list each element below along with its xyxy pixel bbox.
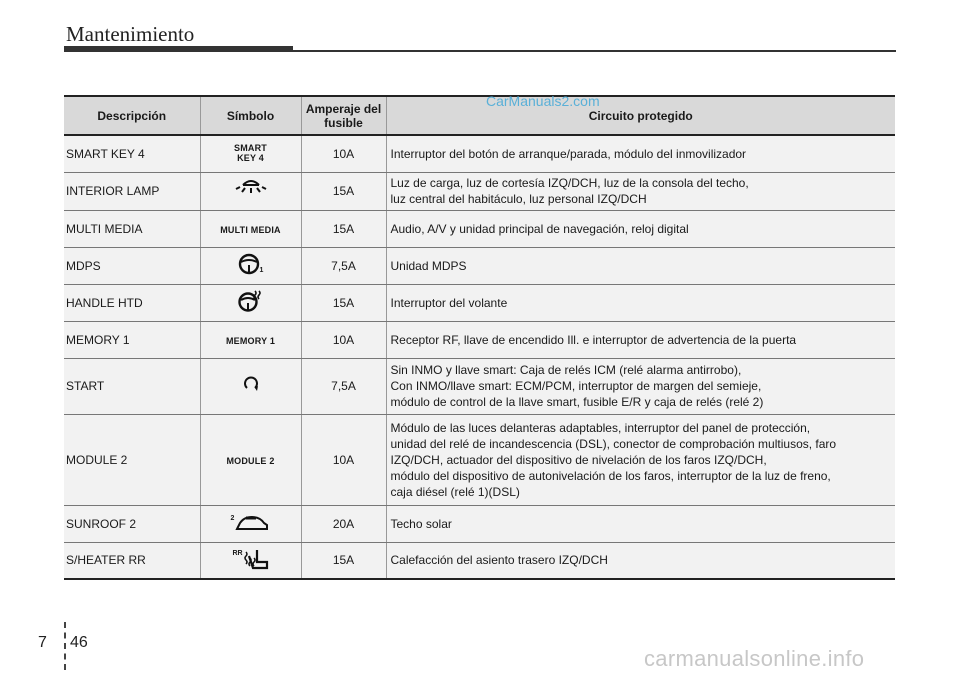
symbol-label-line: MULTI MEDIA [220, 224, 281, 235]
symbol-label-line: MODULE 2 [226, 455, 275, 466]
circuit-line: Con INMO/llave smart: ECM/PCM, interruptor de margen del semieje, [390, 379, 762, 393]
header-rule-thick [64, 46, 293, 52]
watermark-top: CarManuals2.com [486, 93, 600, 109]
circuit-line: luz central del habitáculo, luz personal IZQ/DCH [390, 192, 647, 206]
fuse-circuit [386, 210, 895, 247]
fuse-amperage: 10A [301, 414, 386, 505]
header-rule-thin [293, 50, 896, 52]
fuse-circuit [386, 542, 895, 579]
table-row [64, 247, 895, 284]
fuse-symbol [200, 284, 301, 321]
fuse-amperage: 15A [301, 172, 386, 210]
fuse-amperage: 15A [301, 210, 386, 247]
table-row [64, 542, 895, 579]
fuse-description: MEMORY 1 [64, 321, 200, 358]
fuse-circuit [386, 358, 895, 414]
fuse-amperage: 15A [301, 542, 386, 579]
icon-label: RR [232, 550, 243, 558]
fuse-circuit [386, 414, 895, 505]
page-number: 46 [70, 634, 88, 651]
header-description: Descripción [64, 96, 200, 135]
symbol-label [220, 225, 281, 235]
fuse-description: START [64, 358, 200, 414]
table-row [64, 358, 895, 414]
interior-lamp-icon [235, 179, 267, 203]
fuse-description: MULTI MEDIA [64, 210, 200, 247]
fuse-symbol [200, 172, 301, 210]
symbol-label [234, 143, 267, 163]
header-circuit: Circuito protegido [386, 96, 895, 135]
fuse-symbol [200, 505, 301, 542]
page-title: Mantenimiento [66, 22, 195, 46]
circuit-line: Techo solar [390, 516, 452, 531]
fuse-circuit [386, 247, 895, 284]
table-header-row [64, 96, 895, 135]
symbol-label-line: KEY 4 [237, 152, 264, 163]
table-row [64, 284, 895, 321]
fuse-symbol [200, 247, 301, 284]
circuit-line: módulo de control de la llave smart, fusible E/R y caja de relés (relé 2) [390, 395, 764, 409]
circuit-line: Luz de carga, luz de cortesía IZQ/DCH, luz de la consola del techo, [390, 176, 749, 190]
circuit-line: caja diésel (relé 1)(DSL) [390, 484, 520, 499]
circuit-line: Calefacción del asiento trasero IZQ/DCH [390, 553, 608, 568]
circuit-line: Módulo de las luces delanteras adaptables, interruptor del panel de protección, [390, 420, 811, 435]
circuit-line: Sin INMO y llave smart: Caja de relés ICM (relé alarma antirrobo), [390, 363, 742, 377]
watermark-bottom: carmanualsonline.info [644, 646, 865, 671]
symbol-label [226, 336, 275, 346]
icon-label: 2 [230, 514, 235, 522]
circuit-line: Unidad MDPS [390, 258, 467, 273]
steering-wheel-1-icon [238, 253, 264, 279]
circuit-line: Receptor RF, llave de encendido Ill. e interruptor de advertencia de la puerta [390, 332, 797, 347]
chapter-number: 7 [38, 634, 47, 651]
fuse-symbol [200, 542, 301, 579]
rear-seat-heater-icon [232, 546, 268, 574]
circuit-line: Interruptor del botón de arranque/parada, módulo del inmovilizador [390, 146, 747, 161]
header-amperage-line2: fusible [324, 115, 363, 130]
fuse-description: MODULE 2 [64, 414, 200, 505]
heated-steering-wheel-icon [238, 289, 264, 317]
fuse-amperage: 10A [301, 321, 386, 358]
table-row [64, 135, 895, 172]
fuse-description: MDPS [64, 247, 200, 284]
header-amperage [301, 96, 386, 135]
fuse-symbol [200, 135, 301, 172]
fuse-symbol [200, 321, 301, 358]
fuse-circuit [386, 505, 895, 542]
fuse-table [64, 95, 895, 580]
circuit-line: Interruptor del volante [390, 295, 508, 310]
fuse-description: SUNROOF 2 [64, 505, 200, 542]
table-row [64, 414, 895, 505]
fuse-amperage: 7,5A [301, 358, 386, 414]
circuit-line: Audio, A/V y unidad principal de navegación, reloj digital [390, 221, 689, 236]
fuse-amperage: 20A [301, 505, 386, 542]
fuse-circuit [386, 135, 895, 172]
circuit-line: módulo del dispositivo de autonivelación de los faros, interruptor de la luz de freno, [390, 468, 831, 483]
fuse-amperage: 10A [301, 135, 386, 172]
circuit-line: unidad del relé de incandescencia (DSL), conector de comprobación multiusos, faro [390, 436, 837, 451]
symbol-label-line: SMART [234, 142, 267, 153]
sunroof-2-icon [231, 511, 271, 537]
fuse-circuit [386, 321, 895, 358]
footer-divider [64, 622, 66, 670]
fuse-amperage: 15A [301, 284, 386, 321]
start-arrow-icon [241, 374, 261, 398]
fuse-circuit [386, 172, 895, 210]
fuse-description: HANDLE HTD [64, 284, 200, 321]
header-amperage-line1: Amperaje del [305, 101, 382, 116]
symbol-label [226, 456, 274, 466]
fuse-description: SMART KEY 4 [64, 135, 200, 172]
symbol-label-line: MEMORY 1 [225, 335, 276, 346]
circuit-line: IZQ/DCH, actuador del dispositivo de nivelación de los faros IZQ/DCH, [390, 452, 767, 467]
fuse-symbol [200, 358, 301, 414]
table-row [64, 505, 895, 542]
table-row [64, 321, 895, 358]
table-row [64, 210, 895, 247]
fuse-amperage: 7,5A [301, 247, 386, 284]
fuse-description: S/HEATER RR [64, 542, 200, 579]
fuse-symbol [200, 210, 301, 247]
icon-label: 1 [259, 266, 264, 274]
fuse-description: INTERIOR LAMP [64, 172, 200, 210]
table-row [64, 172, 895, 210]
fuse-circuit [386, 284, 895, 321]
fuse-symbol [200, 414, 301, 505]
header-symbol: Símbolo [200, 96, 301, 135]
